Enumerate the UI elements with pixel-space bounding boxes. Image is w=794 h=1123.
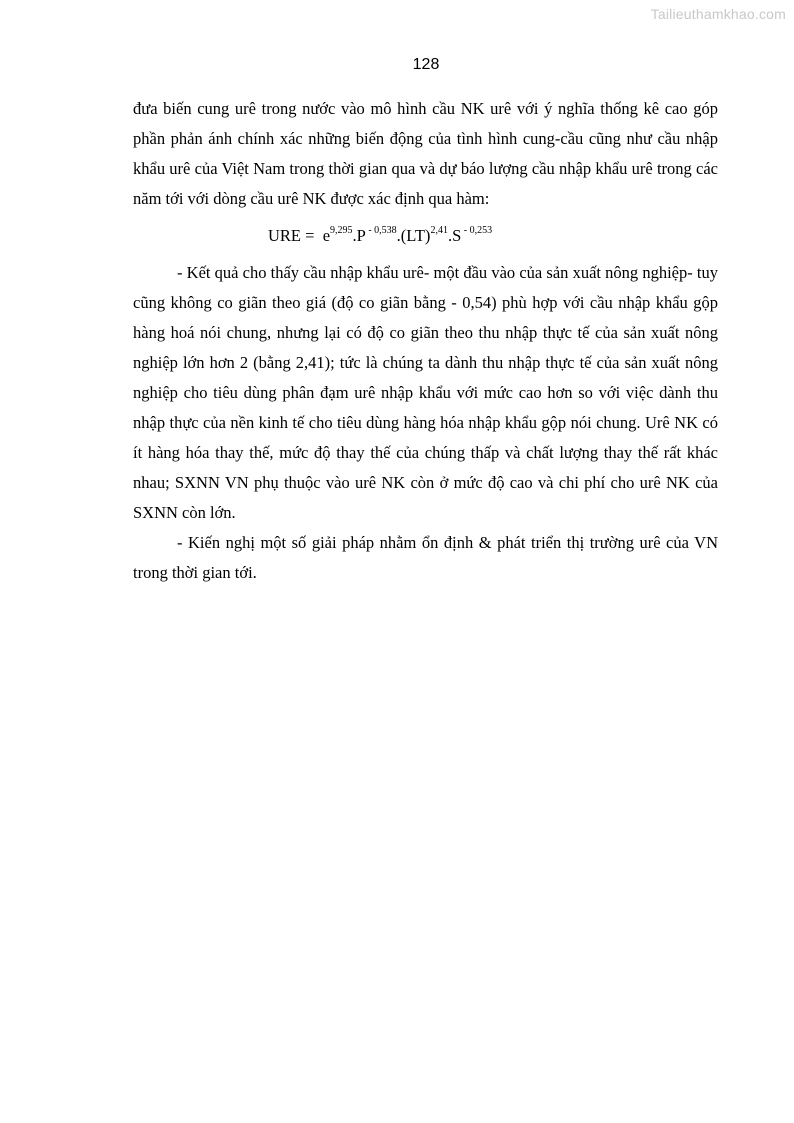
- formula-term-s: .S: [447, 226, 462, 245]
- formula-exp-e: 9,295: [330, 225, 353, 236]
- formula-term-p: .P: [352, 226, 366, 245]
- formula-lhs: URE =: [268, 226, 319, 245]
- page-number: 128: [412, 56, 440, 73]
- document-body: [133, 94, 718, 588]
- formula-exp-s: - 0,253: [461, 225, 493, 236]
- demand-formula: [133, 214, 718, 258]
- intro-paragraph: đưa biến cung urê trong nước vào mô hình cầu NK urê với ý nghĩa thống kê cao góp phần phản ánh chính xác những biến động của tình hình cung-cầu cũng như cầu nhập khẩu urê của Việt Nam trong thời gian qua và dự báo lượng cầu nhập khẩu urê trong các năm tới với dòng cầu urê NK được xác định qua hàm:: [133, 99, 718, 208]
- recommendation-paragraph: - Kiến nghị một số giải pháp nhằm ổn định & phát triển thị trường urê của VN trong thời gian tới.: [133, 533, 718, 582]
- formula-exp-p: - 0,538: [365, 225, 397, 236]
- watermark: Tailieuthamkhao.com: [650, 6, 786, 22]
- formula-term-lt: .(LT): [396, 226, 431, 245]
- result-paragraph: - Kết quả cho thấy cầu nhập khẩu urê- một đầu vào của sản xuất nông nghiệp- tuy cũng không co giãn theo giá (độ co giãn bằng - 0,54) phù hợp với cầu nhập khẩu gộp hàng hoá nói chung, nhưng lại có độ co giãn theo thu nhập thực tế của sản xuất nông nghiệp lớn hơn 2 (bằng 2,41); tức là chúng ta dành thu nhập thực tế của sản xuất nông nghiệp cho tiêu dùng phân đạm urê nhập khẩu với mức cao hơn so với việc dành thu nhập thực của nền kinh tế cho tiêu dùng hàng hóa nhập khẩu gộp nói chung. Urê NK có ít hàng hóa thay thế, mức độ thay thế của chúng thấp và chất lượng thay thế rất khác nhau; SXNN VN phụ thuộc vào urê NK còn ở mức độ cao và chi phí cho urê NK của SXNN còn lớn.: [133, 263, 718, 522]
- formula-base-e: e: [322, 226, 331, 245]
- formula-exp-lt: 2,41: [430, 225, 448, 236]
